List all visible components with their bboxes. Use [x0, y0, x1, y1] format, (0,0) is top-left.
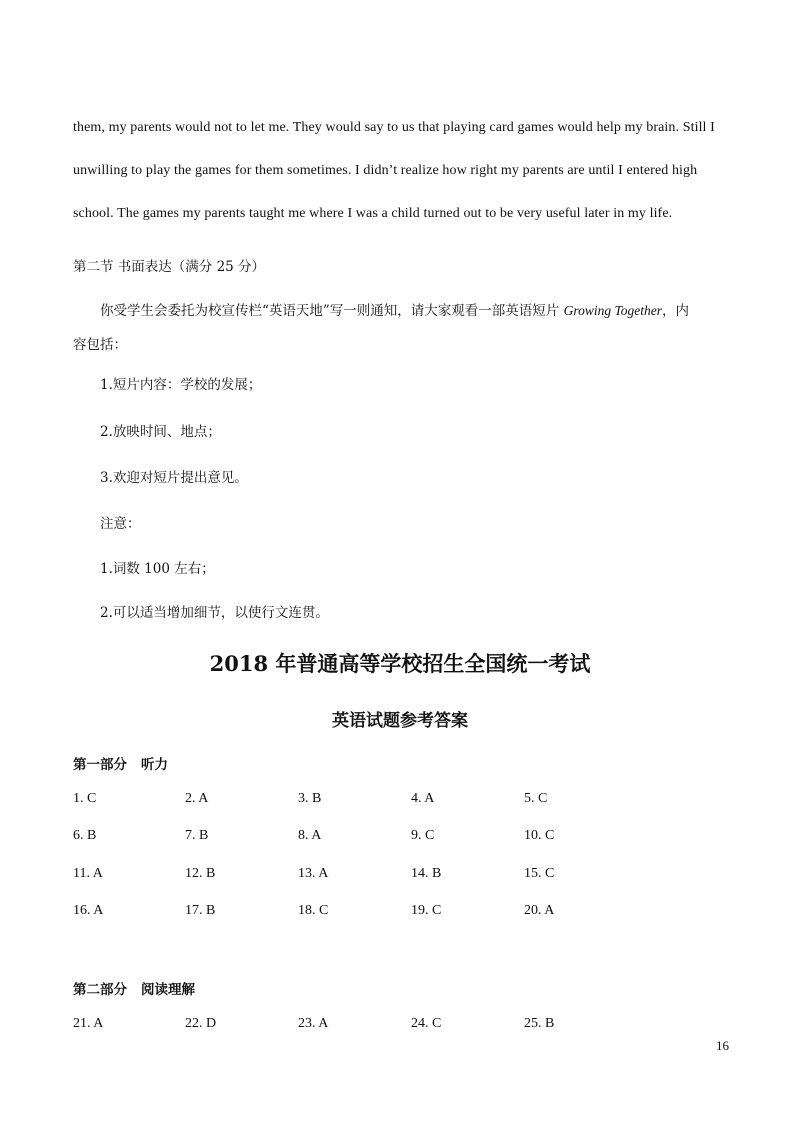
- notes-label: 注意：: [100, 516, 141, 532]
- answer-item: 3. B: [298, 791, 322, 806]
- answer-item: 6. B: [73, 828, 97, 843]
- answer-item: 18. C: [298, 903, 329, 918]
- part1-heading: [73, 753, 168, 773]
- part2-name: 阅读理解: [141, 982, 195, 998]
- answer-item: 2. A: [185, 791, 209, 806]
- answer-key-title: 2018 年普通高等学校招生全国统一考试: [209, 651, 591, 676]
- answer-item: 8. A: [298, 828, 322, 843]
- note-item-1: 1.词数 100 左右；: [100, 561, 215, 577]
- answer-item: 16. A: [73, 903, 104, 918]
- content-item-2: 2.放映时间、地点；: [100, 424, 221, 440]
- answer-item: 5. C: [524, 791, 548, 806]
- answer-item: 7. B: [185, 828, 209, 843]
- answer-item: 21. A: [73, 1016, 104, 1031]
- prompt-text-a: 你受学生会委托为校宣传栏“英语天地”写一则通知，请大家观看一部英语短片: [100, 303, 564, 319]
- answer-item: 10. C: [524, 828, 555, 843]
- answer-item: 24. C: [411, 1016, 442, 1031]
- passage-line-2: unwilling to play the games for them sometimes. I didn’t realize how right my parents are until I entered high: [73, 163, 698, 178]
- answer-item: 22. D: [185, 1016, 217, 1031]
- writing-prompt-line-2: 容包括：: [73, 337, 127, 353]
- answer-item: 20. A: [524, 903, 555, 918]
- answer-item: 13. A: [298, 866, 329, 881]
- part2-heading: [73, 978, 195, 998]
- answer-item: 4. A: [411, 791, 435, 806]
- answer-item: 11. A: [73, 866, 103, 881]
- content-item-1: 1.短片内容：学校的发展；: [100, 377, 262, 393]
- note-item-2: 2.可以适当增加细节，以使行文连贯。: [100, 605, 329, 621]
- answer-item: 25. B: [524, 1016, 555, 1031]
- prompt-text-b: ，内: [661, 303, 689, 319]
- answer-item: 1. C: [73, 791, 97, 806]
- answer-item: 9. C: [411, 828, 435, 843]
- answer-item: 17. B: [185, 903, 216, 918]
- answer-item: 15. C: [524, 866, 555, 881]
- passage-line-1: them, my parents would not to let me. They would say to us that playing card games would help my brain. Still I: [73, 120, 715, 135]
- part2-label: 第二部分: [73, 982, 127, 998]
- answer-item: 23. A: [298, 1016, 329, 1031]
- writing-section-heading: 第二节 书面表达（满分 25 分）: [73, 259, 266, 275]
- part1-label: 第一部分: [73, 757, 127, 773]
- answer-item: 14. B: [411, 866, 442, 881]
- page-number: 16: [716, 1038, 729, 1053]
- answer-item: 12. B: [185, 866, 216, 881]
- answer-item: 19. C: [411, 903, 442, 918]
- content-item-3: 3.欢迎对短片提出意见。: [100, 470, 248, 486]
- part1-name: 听力: [141, 757, 168, 773]
- answer-key-subtitle: 英语试题参考答案: [332, 711, 468, 731]
- film-title: Growing Together: [563, 303, 662, 318]
- writing-prompt-line-1: [100, 299, 689, 319]
- passage-line-3: school. The games my parents taught me where I was a child turned out to be very useful later in my life.: [73, 206, 673, 221]
